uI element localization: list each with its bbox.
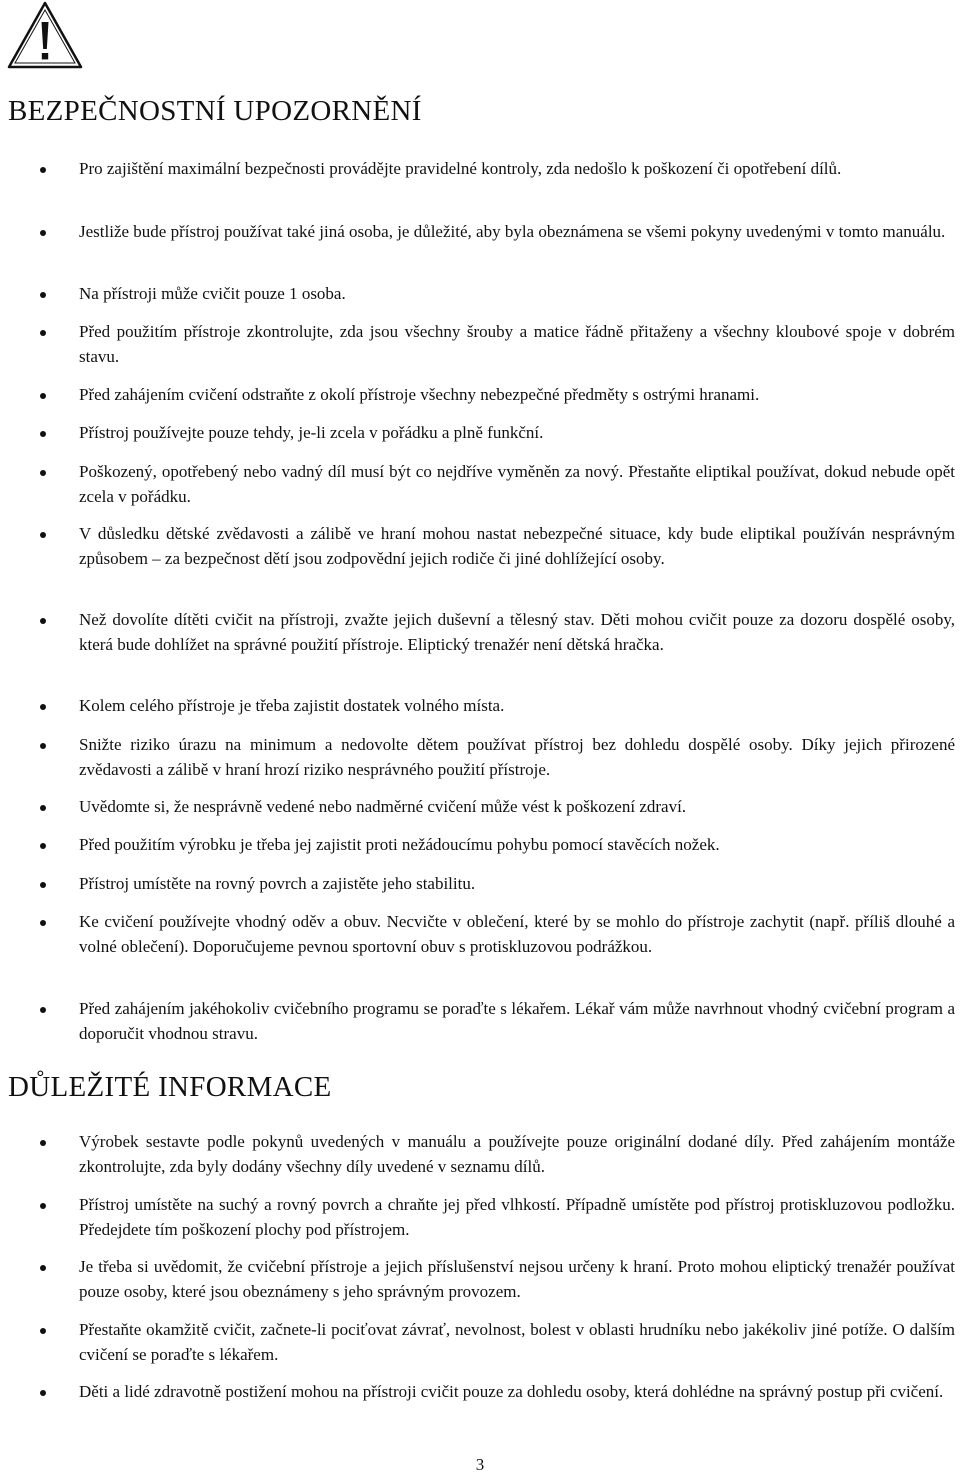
- bullet-icon: [40, 470, 46, 476]
- warning-triangle-icon: [6, 0, 84, 70]
- bullet-icon: [40, 532, 46, 538]
- section-title-important-info: DŮLEŽITÉ INFORMACE: [8, 1071, 332, 1103]
- bullet-icon: [40, 292, 46, 298]
- bullet-icon: [40, 618, 46, 624]
- bullet-icon: [40, 882, 46, 888]
- bullet-icon: [40, 431, 46, 437]
- bullet-icon: [40, 230, 46, 236]
- bullet-icon: [40, 1328, 46, 1334]
- bullet-icon: [40, 1265, 46, 1271]
- bullet-icon: [40, 330, 46, 336]
- bullet-icon: [40, 743, 46, 749]
- section-title-safety: BEZPEČNOSTNÍ UPOZORNĚNÍ: [8, 95, 422, 127]
- bullet-icon: [40, 805, 46, 811]
- bullet-icon: [40, 704, 46, 710]
- bullet-icon: [40, 920, 46, 926]
- bullet-icon: [40, 843, 46, 849]
- bullet-icon: [40, 1390, 46, 1396]
- bullet-icon: [40, 1007, 46, 1013]
- page-number: 3: [475, 1455, 485, 1474]
- bullet-icon: [40, 393, 46, 399]
- document-page: BEZPEČNOSTNÍ UPOZORNĚNÍ Pro zajištění maximální bezpečnosti provádějte pravidelné kontroly, zda nedošlo k poškození či opotřebení dílů. Jestliže bude přístroj používat také jiná osoba, je důležité, aby byla obeznámena se všemi pokyny uvedenými v tomto manuálu. Na přístroji může cvičit pouze 1 osoba. Před použitím přístroje zkontrolujte, zda jsou všechny šrouby a matice řádně přitaženy a všechny kloubové spoje v dobrém stavu. Před zahájením cvičení odstraňte z okolí přístroje všechny nebezpečné předměty s ostrými hranami. Přístroj používejte pouze tehdy, je-li zcela v pořádku a plně funkční. Poškozený, opotřebený nebo vadný díl musí být co nejdříve vyměněn za nový. Přestaňte eliptikal používat, dokud nebude opět zcela v pořádku. V důsledku dětské zvědavosti a zálibě ve hraní mohou nastat nebezpečné situace, kdy bude eliptikal používán nesprávným způsobem – za bezpečnost dětí jsou zodpovědní jejich rodiče či jiné dohlížející osoby. Než dovolíte dítěti cvičit na přístroji, zvažte jejich duševní a tělesný stav. Děti mohou cvičit pouze za dozoru dospělé osoby, která bude dohlížet na správné použití přístroje. Eliptický trenažér není dětská hračka. Kolem celého přístroje je třeba zajistit dostatek volného místa. Snižte riziko úrazu na minimum a nedovolte dětem používat přístroj bez dohledu dospělé osoby. Díky jejich přirozené zvědavosti a zálibě v hraní hrozí riziko nesprávného použití přístroje. Uvědomte si, že nesprávně vedené nebo nadměrné cvičení může vést k poškození zdraví. Před použitím výrobku je třeba jej zajistit proti nežádoucímu pohybu pomocí stavěcích nožek. Přístroj umístěte na rovný povrch a zajistěte jeho stabilitu. Ke cvičení používejte vhodný oděv a obuv. Necvičte v oblečení, které by se mohlo do přístroje zachytit (např. příliš dlouhé a volné oblečení). Doporučujeme pevnou sportovní obuv s protiskluzovou podrážkou. Před zahájením jakéhokoliv cvičebního programu se poraďte s lékařem. Lékař vám může navrhnout vhodný cvičební program a doporučit vhodnou stravu. DŮLEŽITÉ INFORMACE Výrobek sestavte podle pokynů uvedených v manuálu a používejte pouze originální dodané díly. Před zahájením montáže zkontrolujte, zda byly dodány všechny díly uvedené v seznamu dílů. Přístroj umístěte na suchý a rovný povrch a chraňte jej před vlhkostí. Případně umístěte pod přístroj protiskluzovou podložku. Předejdete tím poškození plochy pod přístrojem. Je třeba si uvědomit, že cvičební přístroje a jejich příslušenství nejsou určeny k hraní. Proto mohou eliptický trenažér používat pouze osoby, které jsou obeznámeny s jeho správným provozem. Přestaňte okamžitě cvičit, začnete-li pociťovat závrať, nevolnost, bolest v oblasti hrudníku nebo jakékoliv jiné potíže. O dalším cvičení se poraďte s lékařem. Děti a lidé zdravotně postižení mohou na přístroji cvičit pouze za dohledu osoby, která dohlédne na správný postup při cvičení. 3: [0, 0, 960, 1476]
- bullet-icon: [40, 1140, 46, 1146]
- bullet-icon: [40, 1203, 46, 1209]
- bullet-icon: [40, 167, 46, 173]
